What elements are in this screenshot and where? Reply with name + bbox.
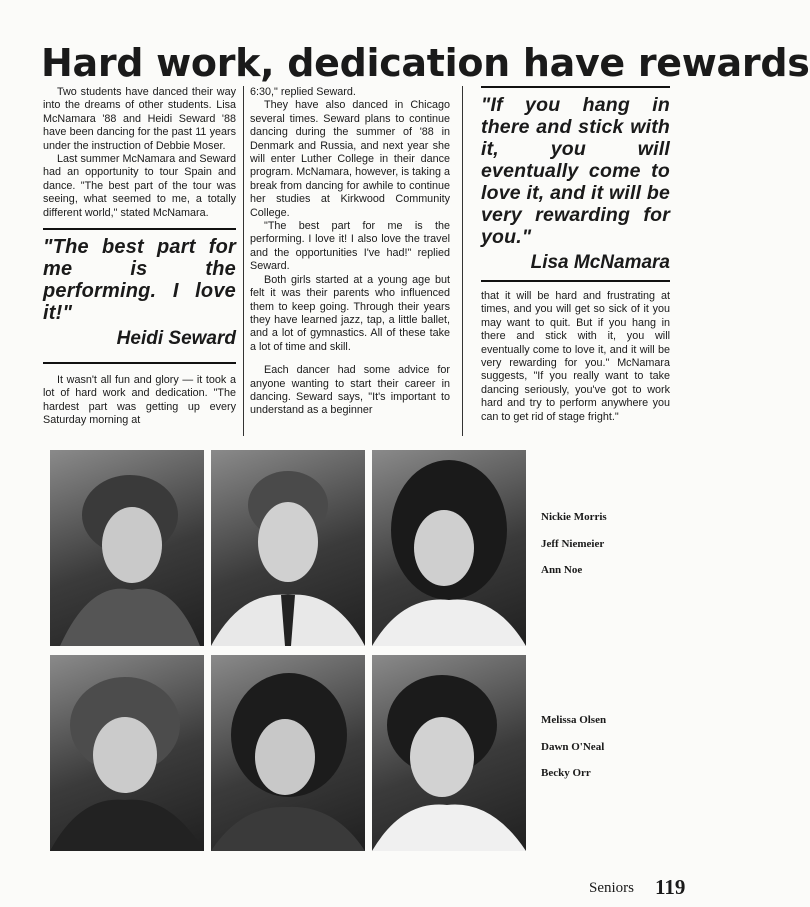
student-name: Becky Orr: [541, 767, 591, 779]
portrait-photo: [372, 450, 526, 646]
portrait-photo: [211, 450, 365, 646]
article-column-1: [43, 86, 236, 428]
portrait-photo: [50, 655, 204, 851]
divider: [481, 86, 670, 88]
pull-quote-attribution: Lisa McNamara: [530, 252, 670, 273]
portrait-photo: [211, 655, 365, 851]
student-name: Nickie Morris: [541, 511, 607, 523]
paragraph: It wasn't all fun and glory — it took a lot of hard work and dedication. "The hardest part was getting up every Saturday morning at: [43, 374, 236, 427]
pull-quote-attribution: Heidi Seward: [116, 328, 236, 350]
section-label: Seniors: [589, 880, 634, 896]
column-rule: [462, 86, 463, 436]
article-column-2: [250, 86, 450, 418]
paragraph: Last summer McNamara and Seward had an opportunity to tour Spain and dance. "The best part of the tour was seeing, what seemed to me, a totally different world," stated McNamara.: [43, 153, 236, 219]
student-name: Melissa Olsen: [541, 714, 607, 726]
pull-quote: "If you hang in there and stick with it, you will eventually come to love it, and it will be very rewarding for you.": [481, 94, 670, 248]
paragraph: that it will be hard and frustrating at times, and you will get so sick of it you may want to quit. But if you hang in there and stick with it, you will eventually come to love it, and it will be very rewarding for you." McNamara suggests, "If you really want to take dancing seriously, you've got to work hard and try to perform anywhere you can to get rid of stage fright.": [481, 290, 670, 423]
paragraph: Each dancer had some advice for anyone wanting to start their career in dancing. Seward says, "It's important to understand as a beginner: [250, 364, 450, 417]
student-name: Dawn O'Neal: [541, 740, 605, 753]
paragraph: "The best part for me is the performing. I love it! I also love the travel and the opportunities I've had!" replied Seward.: [250, 220, 450, 273]
column-rule: [243, 86, 244, 436]
paragraph: They have also danced in Chicago several times. Seward plans to continue dancing during the summer of '88 in Denmark and Russia, and next year she will enter Luther College in their dance program. McNamara, however, is taking a break from dancing for awhile to continue her studies at Kirkwood Community College.: [250, 99, 450, 219]
student-name: Ann Noe: [541, 564, 583, 576]
portrait-photo: [372, 655, 526, 851]
page-number: 119: [655, 875, 686, 899]
student-name: Jeff Niemeier: [541, 537, 605, 550]
divider: [43, 228, 236, 230]
paragraph: Two students have danced their way into the dreams of other students. Lisa McNamara '88 and Heidi Seward '88 have been dancing for the past 11 years under the instruction of Debbie Moser.: [43, 86, 236, 152]
divider: [43, 362, 236, 364]
portrait-photo: [50, 450, 204, 646]
divider: [481, 280, 670, 282]
caption-names: [541, 714, 606, 794]
headline: Hard work, dedication have rewards: [41, 41, 810, 85]
caption-names: [541, 511, 607, 591]
article-column-3: [481, 86, 670, 424]
paragraph: Both girls started at a young age but felt it was their parents who influenced them to keep going. Through their years they have learned jazz, tap, a little ballet, and a lot of gymnastics. All of these take a lot of time and skill.: [250, 273, 450, 353]
pull-quote: "The best part for me is the performing. I love it!": [43, 236, 236, 325]
paragraph: 6:30," replied Seward.: [250, 86, 356, 98]
